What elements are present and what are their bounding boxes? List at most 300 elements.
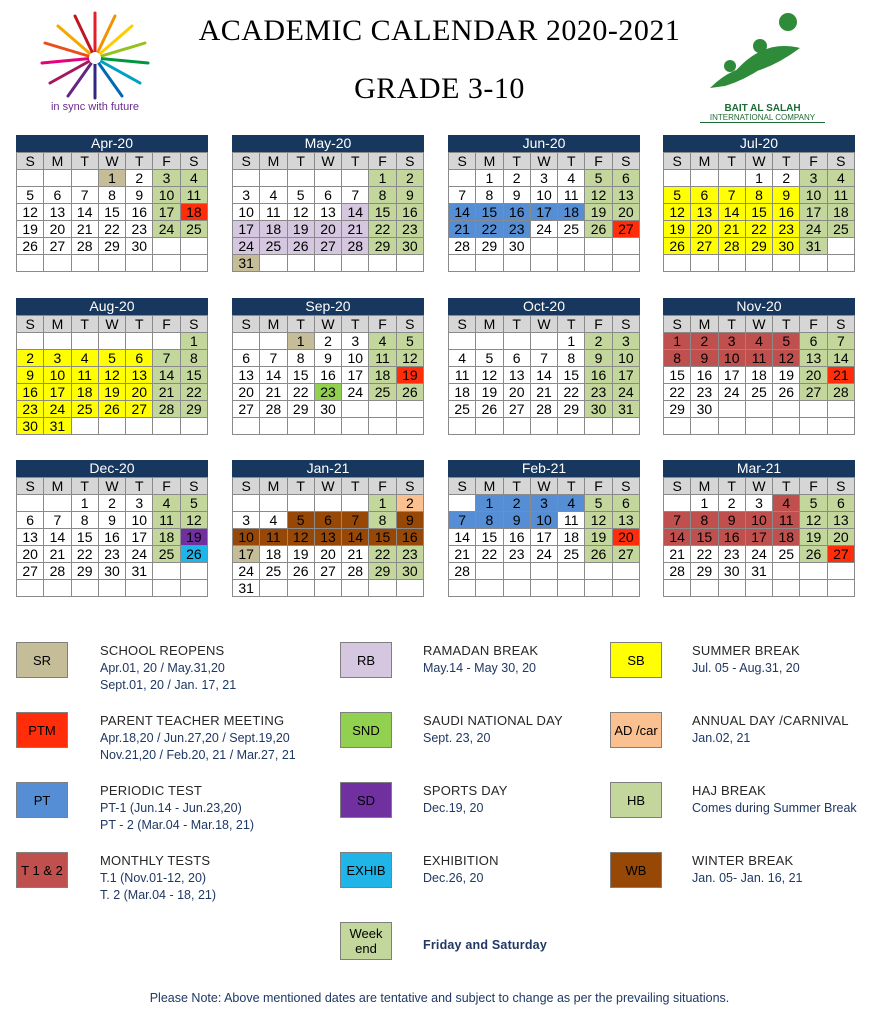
day-cell: 22 (664, 384, 691, 401)
day-cell: 26 (17, 238, 44, 255)
day-cell: 6 (504, 350, 531, 367)
day-cell: 8 (558, 350, 585, 367)
day-cell: 25 (746, 384, 773, 401)
day-cell: 23 (504, 221, 531, 238)
day-cell: 25 (153, 546, 180, 563)
empty-cell (72, 418, 99, 435)
day-cell: 1 (288, 333, 315, 350)
legend-title: SCHOOL REOPENS (100, 643, 225, 658)
day-cell: 21 (342, 546, 369, 563)
day-cell: 17 (233, 546, 260, 563)
day-cell: 31 (44, 418, 71, 435)
day-cell: 16 (719, 529, 746, 546)
day-cell: 19 (288, 221, 315, 238)
empty-cell (449, 495, 476, 512)
empty-cell (181, 580, 208, 597)
empty-cell (99, 255, 126, 272)
day-cell: 17 (800, 204, 827, 221)
day-cell: 15 (476, 529, 503, 546)
day-cell: 20 (613, 529, 640, 546)
day-cell: 14 (719, 204, 746, 221)
empty-cell (800, 580, 827, 597)
day-cell: 9 (315, 350, 342, 367)
day-cell: 22 (181, 384, 208, 401)
day-cell: 14 (531, 367, 558, 384)
day-cell: 15 (558, 367, 585, 384)
empty-cell (719, 580, 746, 597)
day-cell: 15 (746, 204, 773, 221)
month-dec-20 (16, 460, 208, 597)
day-cell: 1 (369, 170, 396, 187)
day-cell: 10 (153, 187, 180, 204)
legend-detail: Nov.21,20 / Feb.20, 21 / Mar.27, 21 (100, 748, 296, 762)
day-cell: 28 (719, 238, 746, 255)
day-cell: 12 (585, 512, 612, 529)
day-cell: 23 (773, 221, 800, 238)
day-cell: 31 (746, 563, 773, 580)
day-cell: 25 (260, 238, 287, 255)
day-cell: 4 (558, 170, 585, 187)
weekday-header: T (72, 478, 99, 495)
day-cell: 10 (233, 204, 260, 221)
month-header: Jan-21 (232, 460, 424, 477)
day-cell: 17 (531, 529, 558, 546)
empty-cell (449, 418, 476, 435)
legend-swatch-rb: RB (340, 642, 392, 678)
month-may-20 (232, 135, 424, 272)
day-cell: 6 (233, 350, 260, 367)
weekday-header: S (664, 316, 691, 333)
empty-cell (397, 255, 424, 272)
weekday-header: S (828, 316, 855, 333)
day-cell: 17 (719, 367, 746, 384)
weekday-header: M (476, 478, 503, 495)
day-cell: 22 (746, 221, 773, 238)
empty-cell (342, 255, 369, 272)
month-feb-21 (448, 460, 640, 597)
legend-detail: Comes during Summer Break (692, 801, 857, 815)
day-cell: 14 (153, 367, 180, 384)
day-cell: 29 (691, 563, 718, 580)
weekday-header: F (800, 153, 827, 170)
empty-cell (17, 170, 44, 187)
day-cell: 29 (558, 401, 585, 418)
empty-cell (315, 580, 342, 597)
day-cell: 25 (558, 546, 585, 563)
day-cell: 20 (315, 221, 342, 238)
empty-cell (746, 418, 773, 435)
empty-cell (181, 238, 208, 255)
day-cell: 2 (126, 170, 153, 187)
empty-cell (17, 255, 44, 272)
empty-cell (585, 255, 612, 272)
legend-swatch-pt: PT (16, 782, 68, 818)
day-cell: 30 (315, 401, 342, 418)
weekday-header: W (315, 478, 342, 495)
empty-cell (288, 580, 315, 597)
day-cell: 4 (369, 333, 396, 350)
empty-cell (558, 563, 585, 580)
day-cell: 11 (828, 187, 855, 204)
day-cell: 10 (746, 512, 773, 529)
month-apr-20 (16, 135, 208, 272)
empty-cell (531, 563, 558, 580)
day-cell: 30 (99, 563, 126, 580)
weekday-header: T (342, 478, 369, 495)
day-cell: 1 (72, 495, 99, 512)
legend-title: SAUDI NATIONAL DAY (423, 713, 563, 728)
empty-cell (72, 580, 99, 597)
day-cell: 14 (828, 350, 855, 367)
day-cell: 6 (315, 512, 342, 529)
day-cell: 17 (233, 221, 260, 238)
day-cell: 24 (126, 546, 153, 563)
month-days-grid (663, 315, 855, 435)
empty-cell (531, 580, 558, 597)
day-cell: 6 (315, 187, 342, 204)
day-cell: 9 (504, 187, 531, 204)
day-cell: 27 (828, 546, 855, 563)
weekday-header: S (664, 478, 691, 495)
empty-cell (126, 580, 153, 597)
empty-cell (181, 255, 208, 272)
day-cell: 20 (800, 367, 827, 384)
empty-cell (585, 580, 612, 597)
month-header: Jul-20 (663, 135, 855, 152)
day-cell: 13 (800, 350, 827, 367)
day-cell: 20 (44, 221, 71, 238)
day-cell: 24 (531, 546, 558, 563)
empty-cell (719, 255, 746, 272)
empty-cell (369, 580, 396, 597)
day-cell: 8 (664, 350, 691, 367)
day-cell: 5 (476, 350, 503, 367)
empty-cell (746, 580, 773, 597)
day-cell: 14 (449, 204, 476, 221)
empty-cell (449, 580, 476, 597)
day-cell: 21 (719, 221, 746, 238)
day-cell: 23 (397, 546, 424, 563)
empty-cell (828, 401, 855, 418)
weekday-header: S (181, 478, 208, 495)
day-cell: 9 (126, 187, 153, 204)
weekday-header: S (397, 153, 424, 170)
legend-swatch-sb: SB (610, 642, 662, 678)
day-cell: 31 (800, 238, 827, 255)
school-tagline: in sync with future (50, 101, 140, 113)
month-days-grid (448, 477, 640, 597)
day-cell: 19 (773, 367, 800, 384)
day-cell: 27 (691, 238, 718, 255)
empty-cell (181, 418, 208, 435)
month-header: May-20 (232, 135, 424, 152)
empty-cell (44, 333, 71, 350)
empty-cell (397, 401, 424, 418)
day-cell: 11 (558, 512, 585, 529)
weekday-header: T (126, 153, 153, 170)
day-cell: 21 (828, 367, 855, 384)
day-cell: 8 (746, 187, 773, 204)
day-cell: 18 (181, 204, 208, 221)
weekday-header: T (288, 316, 315, 333)
weekday-header: W (531, 153, 558, 170)
weekday-header: T (126, 478, 153, 495)
day-cell: 29 (746, 238, 773, 255)
weekday-header: T (558, 316, 585, 333)
day-cell: 28 (531, 401, 558, 418)
weekday-header: M (260, 316, 287, 333)
day-cell: 18 (558, 204, 585, 221)
legend-title: MONTHLY TESTS (100, 853, 211, 868)
day-cell: 1 (181, 333, 208, 350)
legend-swatch-ad: AD /car (610, 712, 662, 748)
day-cell: 13 (613, 512, 640, 529)
legend-detail: PT - 2 (Mar.04 - Mar.18, 21) (100, 818, 254, 832)
day-cell: 21 (449, 546, 476, 563)
day-cell: 26 (800, 546, 827, 563)
month-days-grid (448, 315, 640, 435)
empty-cell (449, 255, 476, 272)
company-name-main: BAIT AL SALAH (724, 103, 801, 114)
company-logo (700, 8, 820, 103)
day-cell: 2 (773, 170, 800, 187)
day-cell: 2 (504, 170, 531, 187)
day-cell: 21 (72, 221, 99, 238)
legend-detail: Dec.26, 20 (423, 871, 484, 885)
day-cell: 6 (17, 512, 44, 529)
empty-cell (691, 580, 718, 597)
day-cell: 19 (585, 204, 612, 221)
empty-cell (691, 418, 718, 435)
day-cell: 9 (691, 350, 718, 367)
weekday-header: S (828, 153, 855, 170)
weekday-header: F (585, 478, 612, 495)
month-jul-20 (663, 135, 855, 272)
empty-cell (44, 170, 71, 187)
empty-cell (476, 563, 503, 580)
weekday-header: S (233, 153, 260, 170)
day-cell: 22 (558, 384, 585, 401)
weekday-header: F (369, 316, 396, 333)
day-cell: 24 (800, 221, 827, 238)
day-cell: 30 (397, 563, 424, 580)
empty-cell (99, 580, 126, 597)
day-cell: 15 (476, 204, 503, 221)
weekday-header: W (746, 153, 773, 170)
day-cell: 20 (691, 221, 718, 238)
empty-cell (397, 418, 424, 435)
day-cell: 10 (342, 350, 369, 367)
day-cell: 20 (315, 546, 342, 563)
day-cell: 13 (315, 204, 342, 221)
weekday-header: T (773, 316, 800, 333)
empty-cell (773, 563, 800, 580)
weekday-header: S (233, 316, 260, 333)
day-cell: 5 (664, 187, 691, 204)
day-cell: 6 (126, 350, 153, 367)
legend-detail: PT-1 (Jun.14 - Jun.23,20) (100, 801, 242, 815)
day-cell: 29 (664, 401, 691, 418)
day-cell: 4 (153, 495, 180, 512)
empty-cell (504, 333, 531, 350)
legend-detail: Dec.19, 20 (423, 801, 484, 815)
day-cell: 17 (153, 204, 180, 221)
legend-title: SPORTS DAY (423, 783, 508, 798)
day-cell: 16 (504, 204, 531, 221)
day-cell: 31 (233, 255, 260, 272)
empty-cell (342, 401, 369, 418)
day-cell: 29 (99, 238, 126, 255)
empty-cell (260, 170, 287, 187)
day-cell: 5 (288, 187, 315, 204)
day-cell: 2 (691, 333, 718, 350)
empty-cell (585, 418, 612, 435)
legend-title: WINTER BREAK (692, 853, 794, 868)
empty-cell (504, 418, 531, 435)
month-days-grid (232, 152, 424, 272)
weekday-header: T (773, 478, 800, 495)
day-cell: 8 (476, 512, 503, 529)
empty-cell (44, 580, 71, 597)
day-cell: 7 (72, 187, 99, 204)
day-cell: 14 (260, 367, 287, 384)
empty-cell (288, 170, 315, 187)
day-cell: 7 (664, 512, 691, 529)
day-cell: 9 (585, 350, 612, 367)
day-cell: 26 (476, 401, 503, 418)
day-cell: 8 (181, 350, 208, 367)
month-days-grid (16, 152, 208, 272)
weekday-header: S (181, 153, 208, 170)
disclaimer-note: Please Note: Above mentioned dates are tentative and subject to change as per the prevailing situations. (149, 991, 730, 1005)
weekday-header: T (72, 316, 99, 333)
day-cell: 18 (369, 367, 396, 384)
weekday-header: W (746, 316, 773, 333)
day-cell: 31 (613, 401, 640, 418)
company-name (700, 104, 825, 123)
day-cell: 29 (369, 238, 396, 255)
day-cell: 12 (181, 512, 208, 529)
day-cell: 23 (315, 384, 342, 401)
empty-cell (342, 418, 369, 435)
empty-cell (664, 255, 691, 272)
day-cell: 30 (126, 238, 153, 255)
weekday-header: S (397, 316, 424, 333)
day-cell: 4 (746, 333, 773, 350)
weekday-header: T (558, 478, 585, 495)
day-cell: 3 (719, 333, 746, 350)
weekday-header: T (719, 316, 746, 333)
day-cell: 1 (746, 170, 773, 187)
day-cell: 2 (99, 495, 126, 512)
day-cell: 13 (613, 187, 640, 204)
day-cell: 16 (691, 367, 718, 384)
day-cell: 2 (504, 495, 531, 512)
day-cell: 17 (342, 367, 369, 384)
day-cell: 4 (72, 350, 99, 367)
day-cell: 12 (17, 204, 44, 221)
day-cell: 22 (72, 546, 99, 563)
day-cell: 22 (691, 546, 718, 563)
day-cell: 16 (773, 204, 800, 221)
legend-detail: Sept.01, 20 / Jan. 17, 21 (100, 678, 237, 692)
empty-cell (476, 333, 503, 350)
day-cell: 20 (233, 384, 260, 401)
month-days-grid (16, 315, 208, 435)
legend-detail: May.14 - May 30, 20 (423, 661, 537, 675)
legend-swatch-we: Week end (340, 922, 392, 960)
empty-cell (99, 418, 126, 435)
weekday-header: S (449, 316, 476, 333)
figures-logo-icon (700, 8, 820, 103)
day-cell: 4 (260, 512, 287, 529)
empty-cell (531, 255, 558, 272)
legend-swatch-snd: SND (340, 712, 392, 748)
day-cell: 22 (476, 546, 503, 563)
empty-cell (315, 495, 342, 512)
day-cell: 1 (369, 495, 396, 512)
day-cell: 28 (342, 563, 369, 580)
empty-cell (800, 418, 827, 435)
empty-cell (504, 563, 531, 580)
day-cell: 28 (342, 238, 369, 255)
day-cell: 15 (691, 529, 718, 546)
empty-cell (531, 418, 558, 435)
empty-cell (719, 418, 746, 435)
day-cell: 15 (288, 367, 315, 384)
day-cell: 28 (664, 563, 691, 580)
day-cell: 22 (369, 546, 396, 563)
legend-swatch-wb: WB (610, 852, 662, 888)
day-cell: 8 (369, 512, 396, 529)
legend-swatch-sr: SR (16, 642, 68, 678)
legend-swatch-exhib: EXHIB (340, 852, 392, 888)
empty-cell (773, 401, 800, 418)
empty-cell (126, 333, 153, 350)
empty-cell (260, 333, 287, 350)
day-cell: 12 (800, 512, 827, 529)
day-cell: 18 (449, 384, 476, 401)
day-cell: 14 (72, 204, 99, 221)
month-days-grid (232, 315, 424, 435)
empty-cell (315, 418, 342, 435)
empty-cell (691, 170, 718, 187)
weekday-header: T (719, 153, 746, 170)
day-cell: 28 (260, 401, 287, 418)
day-cell: 13 (44, 204, 71, 221)
empty-cell (17, 580, 44, 597)
empty-cell (288, 495, 315, 512)
empty-cell (773, 418, 800, 435)
day-cell: 9 (719, 512, 746, 529)
day-cell: 16 (585, 367, 612, 384)
day-cell: 16 (315, 367, 342, 384)
weekday-header: T (719, 478, 746, 495)
weekday-header: M (476, 153, 503, 170)
day-cell: 26 (181, 546, 208, 563)
day-cell: 6 (44, 187, 71, 204)
legend-detail: Jan. 05- Jan. 16, 21 (692, 871, 803, 885)
day-cell: 30 (691, 401, 718, 418)
day-cell: 7 (153, 350, 180, 367)
legend-swatch-sd: SD (340, 782, 392, 818)
day-cell: 11 (72, 367, 99, 384)
day-cell: 3 (613, 333, 640, 350)
month-header: Sep-20 (232, 298, 424, 315)
day-cell: 15 (369, 529, 396, 546)
day-cell: 30 (17, 418, 44, 435)
weekday-header: M (44, 478, 71, 495)
